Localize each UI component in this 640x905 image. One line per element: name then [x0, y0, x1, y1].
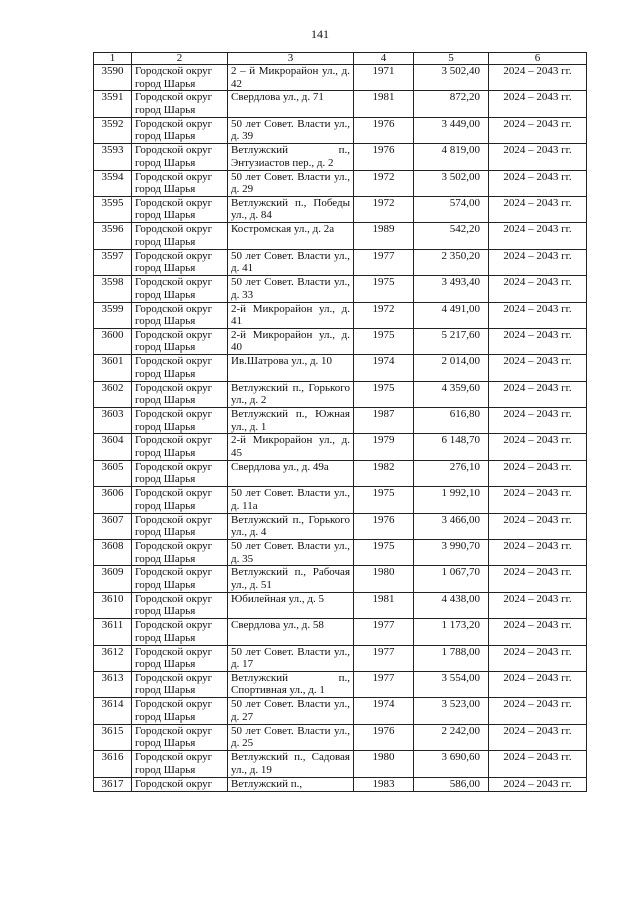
row-number: 3614 [94, 698, 132, 724]
municipality-cell: Городской округ город Шарья [132, 460, 228, 486]
row-number: 3612 [94, 645, 132, 671]
area-cell: 1 173,20 [414, 619, 489, 645]
municipality-cell: Городской округ город Шарья [132, 671, 228, 697]
address-cell: 50 лет Совет. Власти ул., д. 27 [228, 698, 354, 724]
municipality-cell: Городской округ город Шарья [132, 302, 228, 328]
row-number: 3600 [94, 328, 132, 354]
area-cell: 3 523,00 [414, 698, 489, 724]
period-cell: 2024 – 2043 гг. [489, 698, 587, 724]
year-cell: 1981 [354, 91, 414, 117]
address-cell: Ветлужский п., Победы ул., д. 84 [228, 196, 354, 222]
period-cell: 2024 – 2043 гг. [489, 671, 587, 697]
address-cell: 50 лет Совет. Власти ул., д. 11а [228, 487, 354, 513]
period-cell: 2024 – 2043 гг. [489, 223, 587, 249]
year-cell: 1977 [354, 645, 414, 671]
area-cell: 276,10 [414, 460, 489, 486]
municipality-cell: Городской округ город Шарья [132, 645, 228, 671]
column-number-row [94, 53, 587, 65]
row-number: 3595 [94, 196, 132, 222]
table-row [94, 698, 587, 724]
table-row [94, 751, 587, 777]
address-cell: Ветлужский п., Энтузиастов пер., д. 2 [228, 144, 354, 170]
year-cell: 1975 [354, 328, 414, 354]
row-number: 3598 [94, 276, 132, 302]
column-number: 3 [228, 53, 354, 65]
year-cell: 1974 [354, 698, 414, 724]
year-cell: 1976 [354, 724, 414, 750]
municipality-cell: Городской округ город Шарья [132, 619, 228, 645]
address-cell: Ветлужский п., Горького ул., д. 4 [228, 513, 354, 539]
period-cell: 2024 – 2043 гг. [489, 144, 587, 170]
table-row [94, 671, 587, 697]
period-cell: 2024 – 2043 гг. [489, 328, 587, 354]
area-cell: 586,00 [414, 777, 489, 791]
address-cell: Свердлова ул., д. 49а [228, 460, 354, 486]
area-cell: 6 148,70 [414, 434, 489, 460]
area-cell: 5 217,60 [414, 328, 489, 354]
row-number: 3590 [94, 65, 132, 91]
row-number: 3594 [94, 170, 132, 196]
municipality-cell: Городской округ город Шарья [132, 144, 228, 170]
page-number: 141 [311, 27, 329, 41]
area-cell: 3 554,00 [414, 671, 489, 697]
address-cell: Юбилейная ул., д. 5 [228, 592, 354, 618]
table-row [94, 117, 587, 143]
period-cell: 2024 – 2043 гг. [489, 276, 587, 302]
area-cell: 542,20 [414, 223, 489, 249]
address-cell: Свердлова ул., д. 58 [228, 619, 354, 645]
year-cell: 1975 [354, 540, 414, 566]
table-row [94, 540, 587, 566]
area-cell: 4 359,60 [414, 381, 489, 407]
municipality-cell: Городской округ город Шарья [132, 592, 228, 618]
address-cell: Ветлужский п., Спортивная ул., д. 1 [228, 671, 354, 697]
municipality-cell: Городской округ город Шарья [132, 276, 228, 302]
area-cell: 4 438,00 [414, 592, 489, 618]
table-row [94, 65, 587, 91]
area-cell: 574,00 [414, 196, 489, 222]
row-number: 3604 [94, 434, 132, 460]
address-cell: Ветлужский п., Рабочая ул., д. 51 [228, 566, 354, 592]
period-cell: 2024 – 2043 гг. [489, 540, 587, 566]
row-number: 3602 [94, 381, 132, 407]
period-cell: 2024 – 2043 гг. [489, 196, 587, 222]
year-cell: 1976 [354, 513, 414, 539]
year-cell: 1976 [354, 117, 414, 143]
period-cell: 2024 – 2043 гг. [489, 592, 587, 618]
period-cell: 2024 – 2043 гг. [489, 487, 587, 513]
municipality-cell: Городской округ город Шарья [132, 170, 228, 196]
address-cell: 50 лет Совет. Власти ул., д. 29 [228, 170, 354, 196]
row-number: 3596 [94, 223, 132, 249]
table-row [94, 408, 587, 434]
year-cell: 1976 [354, 144, 414, 170]
year-cell: 1972 [354, 196, 414, 222]
year-cell: 1987 [354, 408, 414, 434]
column-number: 1 [94, 53, 132, 65]
year-cell: 1982 [354, 460, 414, 486]
municipality-cell: Городской округ город Шарья [132, 408, 228, 434]
address-cell: Костромская ул., д. 2а [228, 223, 354, 249]
period-cell: 2024 – 2043 гг. [489, 777, 587, 791]
period-cell: 2024 – 2043 гг. [489, 91, 587, 117]
year-cell: 1989 [354, 223, 414, 249]
period-cell: 2024 – 2043 гг. [489, 460, 587, 486]
area-cell: 3 502,00 [414, 170, 489, 196]
period-cell: 2024 – 2043 гг. [489, 249, 587, 275]
period-cell: 2024 – 2043 гг. [489, 117, 587, 143]
area-cell: 2 350,20 [414, 249, 489, 275]
municipality-cell: Городской округ город Шарья [132, 249, 228, 275]
area-cell: 3 502,40 [414, 65, 489, 91]
municipality-cell: Городской округ город Шарья [132, 540, 228, 566]
column-number: 2 [132, 53, 228, 65]
table-row [94, 223, 587, 249]
municipality-cell: Городской округ город Шарья [132, 223, 228, 249]
address-cell: 50 лет Совет. Власти ул., д. 17 [228, 645, 354, 671]
table-row [94, 355, 587, 381]
table-row [94, 434, 587, 460]
table-row [94, 724, 587, 750]
row-number: 3611 [94, 619, 132, 645]
year-cell: 1975 [354, 276, 414, 302]
municipality-cell: Городской округ город Шарья [132, 751, 228, 777]
address-cell: 2-й Микрорайон ул., д. 45 [228, 434, 354, 460]
municipality-cell: Городской округ город Шарья [132, 328, 228, 354]
address-cell: Ветлужский п., Горького ул., д. 2 [228, 381, 354, 407]
period-cell: 2024 – 2043 гг. [489, 170, 587, 196]
area-cell: 2 014,00 [414, 355, 489, 381]
area-cell: 3 449,00 [414, 117, 489, 143]
row-number: 3593 [94, 144, 132, 170]
municipality-cell: Городской округ город Шарья [132, 513, 228, 539]
table-row [94, 566, 587, 592]
municipality-cell: Городской округ город Шарья [132, 65, 228, 91]
address-cell: Ветлужский п., [228, 777, 354, 791]
area-cell: 616,80 [414, 408, 489, 434]
municipality-cell: Городской округ город Шарья [132, 487, 228, 513]
area-cell: 3 690,60 [414, 751, 489, 777]
row-number: 3597 [94, 249, 132, 275]
year-cell: 1980 [354, 751, 414, 777]
area-cell: 1 067,70 [414, 566, 489, 592]
table-row [94, 777, 587, 791]
period-cell: 2024 – 2043 гг. [489, 619, 587, 645]
table-row [94, 513, 587, 539]
row-number: 3615 [94, 724, 132, 750]
period-cell: 2024 – 2043 гг. [489, 513, 587, 539]
table-row [94, 170, 587, 196]
row-number: 3605 [94, 460, 132, 486]
row-number: 3601 [94, 355, 132, 381]
table-row [94, 144, 587, 170]
address-cell: 2-й Микрорайон ул., д. 40 [228, 328, 354, 354]
table-row [94, 276, 587, 302]
address-cell: Свердлова ул., д. 71 [228, 91, 354, 117]
area-cell: 2 242,00 [414, 724, 489, 750]
row-number: 3591 [94, 91, 132, 117]
period-cell: 2024 – 2043 гг. [489, 434, 587, 460]
row-number: 3606 [94, 487, 132, 513]
area-cell: 4 819,00 [414, 144, 489, 170]
address-cell: 2-й Микрорайон ул., д. 41 [228, 302, 354, 328]
column-number: 4 [354, 53, 414, 65]
area-cell: 4 491,00 [414, 302, 489, 328]
period-cell: 2024 – 2043 гг. [489, 381, 587, 407]
row-number: 3613 [94, 671, 132, 697]
year-cell: 1972 [354, 170, 414, 196]
period-cell: 2024 – 2043 гг. [489, 355, 587, 381]
year-cell: 1975 [354, 487, 414, 513]
municipality-cell: Городской округ город Шарья [132, 434, 228, 460]
municipality-cell: Городской округ город Шарья [132, 196, 228, 222]
address-cell: 50 лет Совет. Власти ул., д. 33 [228, 276, 354, 302]
row-number: 3610 [94, 592, 132, 618]
period-cell: 2024 – 2043 гг. [489, 65, 587, 91]
table-row [94, 592, 587, 618]
row-number: 3608 [94, 540, 132, 566]
year-cell: 1974 [354, 355, 414, 381]
column-number: 6 [489, 53, 587, 65]
housing-registry-table [93, 52, 587, 792]
year-cell: 1977 [354, 619, 414, 645]
municipality-cell: Городской округ город Шарья [132, 566, 228, 592]
area-cell: 1 788,00 [414, 645, 489, 671]
area-cell: 3 466,00 [414, 513, 489, 539]
table-row [94, 619, 587, 645]
period-cell: 2024 – 2043 гг. [489, 566, 587, 592]
area-cell: 3 990,70 [414, 540, 489, 566]
municipality-cell: Городской округ город Шарья [132, 698, 228, 724]
table-row [94, 381, 587, 407]
period-cell: 2024 – 2043 гг. [489, 645, 587, 671]
year-cell: 1971 [354, 65, 414, 91]
address-cell: 50 лет Совет. Власти ул., д. 35 [228, 540, 354, 566]
area-cell: 872,20 [414, 91, 489, 117]
period-cell: 2024 – 2043 гг. [489, 408, 587, 434]
address-cell: Ветлужский п., Южная ул., д. 1 [228, 408, 354, 434]
year-cell: 1979 [354, 434, 414, 460]
year-cell: 1981 [354, 592, 414, 618]
municipality-cell: Городской округ город Шарья [132, 381, 228, 407]
year-cell: 1972 [354, 302, 414, 328]
year-cell: 1977 [354, 671, 414, 697]
municipality-cell: Городской округ город Шарья [132, 724, 228, 750]
year-cell: 1975 [354, 381, 414, 407]
row-number: 3592 [94, 117, 132, 143]
area-cell: 1 992,10 [414, 487, 489, 513]
table-row [94, 645, 587, 671]
municipality-cell: Городской округ [132, 777, 228, 791]
year-cell: 1983 [354, 777, 414, 791]
municipality-cell: Городской округ город Шарья [132, 355, 228, 381]
column-number: 5 [414, 53, 489, 65]
row-number: 3609 [94, 566, 132, 592]
row-number: 3616 [94, 751, 132, 777]
table-row [94, 249, 587, 275]
table-row [94, 302, 587, 328]
address-cell: 50 лет Совет. Власти ул., д. 41 [228, 249, 354, 275]
table-row [94, 460, 587, 486]
municipality-cell: Городской округ город Шарья [132, 117, 228, 143]
year-cell: 1980 [354, 566, 414, 592]
year-cell: 1977 [354, 249, 414, 275]
period-cell: 2024 – 2043 гг. [489, 751, 587, 777]
address-cell: 2 – й Микрорайон ул., д. 42 [228, 65, 354, 91]
municipality-cell: Городской округ город Шарья [132, 91, 228, 117]
area-cell: 3 493,40 [414, 276, 489, 302]
table-row [94, 328, 587, 354]
row-number: 3607 [94, 513, 132, 539]
address-cell: Ив.Шатрова ул., д. 10 [228, 355, 354, 381]
table-row [94, 91, 587, 117]
period-cell: 2024 – 2043 гг. [489, 302, 587, 328]
address-cell: 50 лет Совет. Власти ул., д. 39 [228, 117, 354, 143]
address-cell: Ветлужский п., Садовая ул., д. 19 [228, 751, 354, 777]
row-number: 3599 [94, 302, 132, 328]
table-row [94, 196, 587, 222]
table-row [94, 487, 587, 513]
row-number: 3617 [94, 777, 132, 791]
row-number: 3603 [94, 408, 132, 434]
period-cell: 2024 – 2043 гг. [489, 724, 587, 750]
address-cell: 50 лет Совет. Власти ул., д. 25 [228, 724, 354, 750]
